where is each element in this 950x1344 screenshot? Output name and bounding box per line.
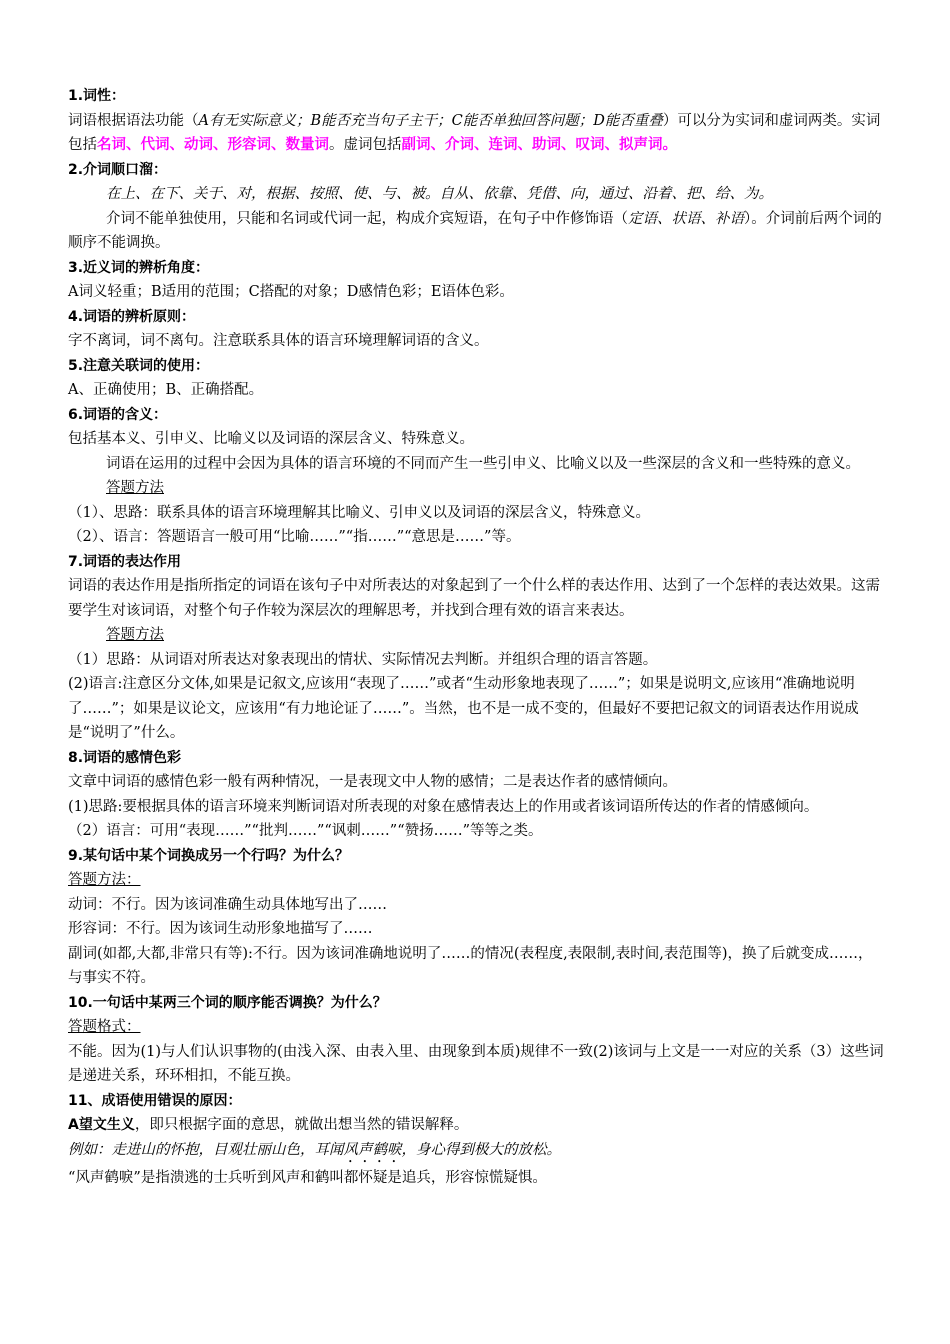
section-7-method-label bbox=[68, 623, 886, 648]
s11-point-a-label: A望文生义 bbox=[68, 1117, 135, 1133]
section-8-heading: 8.词语的感情色彩 bbox=[68, 749, 182, 766]
section-11-explanation: “风声鹤唳”是指溃逃的士兵听到风声和鹤叫都怀疑是追兵，形容惊慌疑惧。 bbox=[68, 1169, 547, 1186]
section-6-heading: 6.词语的含义： bbox=[68, 406, 168, 423]
section-5-text: A、正确使用；B、正确搭配。 bbox=[68, 382, 264, 398]
section-1-heading: 1.词性： bbox=[68, 88, 126, 104]
section-6-paragraph: 词语在运用的过程中会因为具体的语言环境的不同而产生一些引申义、比喻义以及一些深层的含义和一些特殊的意义。 bbox=[106, 455, 860, 472]
section-11-example bbox=[68, 1138, 886, 1166]
section-8-item-1: (1)思路:要根据具体的语言环境来判断词语对所表现的对象在感情表达上的作用或者该词语所传达的作者的情感倾向。 bbox=[68, 798, 819, 815]
s11-example-a: 例如：走进山的怀抱，目观壮丽山色，耳闻 bbox=[68, 1141, 344, 1158]
section-3-text: A词义轻重；B适用的范围；C搭配的对象；D感情色彩；E语体色彩。 bbox=[68, 284, 514, 300]
document-page bbox=[68, 84, 886, 1190]
s11-example-dotted: 风声鹤唳 bbox=[343, 1141, 402, 1158]
section-7-item-2: (2)语言:注意区分文体,如果是记叙文,应该用“表现了……”或者“生动形象地表现了……”；如果是说明文,应该用“准确地说明了……”；如果是议论文，应该用“有力地论证了……”。当然，也不是一成不变的，但最好不要把记叙文的词语表达作用说成是“说明了”什么。 bbox=[68, 676, 859, 741]
s2-text-a: 介词不能单独使用，只能和名词或代词一起，构成介宾短语，在句子中作修饰语（ bbox=[106, 210, 628, 227]
s1-text-a: 词语根据语法功能（ bbox=[68, 112, 199, 129]
section-6-item-1: （1）、思路：联系具体的语言环境理解其比喻义、引申义以及词语的深层含义，特殊意义。 bbox=[68, 504, 650, 521]
s1-text-italic: A有无实际意义；B能否充当句子主干；C能否单独回答问题；D能否重叠 bbox=[198, 112, 663, 129]
section-1-text bbox=[68, 109, 886, 158]
section-5-heading: 5.注意关联词的使用： bbox=[68, 357, 210, 374]
section-7-text: 词语的表达作用是指所指定的词语在该句子中对所表达的对象起到了一个什么样的表达作用、达到了一个怎样的表达效果。这需要学生对该词语，对整个句子作较为深层次的理解思考，并找到合理有效的语言来表达。 bbox=[68, 578, 880, 619]
s11-point-a-text: ，即只根据字面的意思，就做出想当然的错误解释。 bbox=[134, 1117, 469, 1133]
content-words-highlight: 名词、代词、动词、形容词、数量词 bbox=[97, 136, 329, 153]
section-9-line-1: 动词：不行。因为该词准确生动具体地写出了…… bbox=[68, 896, 387, 913]
section-6-text: 包括基本义、引申义、比喻义以及词语的深层含义、特殊意义。 bbox=[68, 431, 474, 447]
section-7-item-1: （1）思路：从词语对所表达对象表现出的情状、实际情况去判断。并组织合理的语言答题。 bbox=[68, 651, 658, 668]
section-3-heading: 3.近义词的辨析角度： bbox=[68, 259, 210, 276]
preposition-verse: 在上、在下、关于、对，根据、按照、使、与、被。自从、依靠、凭借、向，通过、沿着、把、给、为。 bbox=[106, 186, 773, 202]
section-9-line-2: 形容词：不行。因为该词生动形象地描写了…… bbox=[68, 921, 373, 937]
section-4-text: 字不离词，词不离句。注意联系具体的语言环境理解词语的含义。 bbox=[68, 333, 489, 349]
section-10-text: 不能。因为(1)与人们认识事物的(由浅入深、由表入里、由现象到本质)规律不一致(2)该词与上文是一一对应的关系（3）这些词是递进关系，环环相扣，不能互换。 bbox=[68, 1043, 884, 1084]
s11-example-b: ，身心得到极大的放松。 bbox=[401, 1141, 561, 1158]
s1-text-c: 。虚词包括 bbox=[329, 137, 402, 153]
section-4-heading: 4.词语的辨析原则： bbox=[68, 308, 196, 325]
section-9-line-3: 副词(如都,大都,非常只有等):不行。因为该词准确地说明了……的情况(表程度,表限制,表时间,表范围等)，换了后就变成……，与事实不符。 bbox=[68, 945, 873, 986]
section-8-text: 文章中词语的感情色彩一般有两种情况，一是表现文中人物的感情；二是表达作者的感情倾向。 bbox=[68, 774, 677, 790]
section-9-method-label bbox=[68, 868, 886, 893]
s6-method-text: 答题方法 bbox=[106, 480, 164, 496]
s2-text-italic: 定语、状语、补语 bbox=[628, 210, 744, 227]
section-6-method-label bbox=[68, 476, 886, 501]
section-9-heading: 9.某句话中某个词换成另一个行吗？为什么？ bbox=[68, 847, 350, 864]
section-11-heading: 11、成语使用错误的原因： bbox=[68, 1092, 242, 1109]
s9-method-text: 答题方法： bbox=[68, 872, 141, 888]
section-8-item-2: （2）语言：可用“表现……”“批判……”“讽刺……”“赞扬……”等等之类。 bbox=[68, 823, 543, 839]
section-6-item-2: （2）、语言：答题语言一般可用“比喻……”“指……”“意思是……”等。 bbox=[68, 529, 521, 545]
s1-text-b: ）可以分为实词和虚词两类。实词包括 bbox=[68, 112, 881, 153]
s2-text-b: ）。介词前后两个词的顺序不能调换。 bbox=[68, 210, 882, 251]
section-2-heading: 2.介词顺口溜： bbox=[68, 161, 168, 178]
s10-method-text: 答题格式： bbox=[68, 1019, 141, 1035]
section-7-heading: 7.词语的表达作用 bbox=[68, 553, 182, 570]
section-10-method-label bbox=[68, 1015, 886, 1040]
section-2-text bbox=[68, 207, 886, 256]
function-words-highlight: 副词、介词、连词、助词、叹词、拟声词。 bbox=[401, 136, 677, 153]
s7-method-text: 答题方法 bbox=[106, 627, 164, 643]
section-11-point-a bbox=[68, 1113, 886, 1138]
section-10-heading: 10.一句话中某两三个词的顺序能否调换？为什么？ bbox=[68, 994, 387, 1011]
